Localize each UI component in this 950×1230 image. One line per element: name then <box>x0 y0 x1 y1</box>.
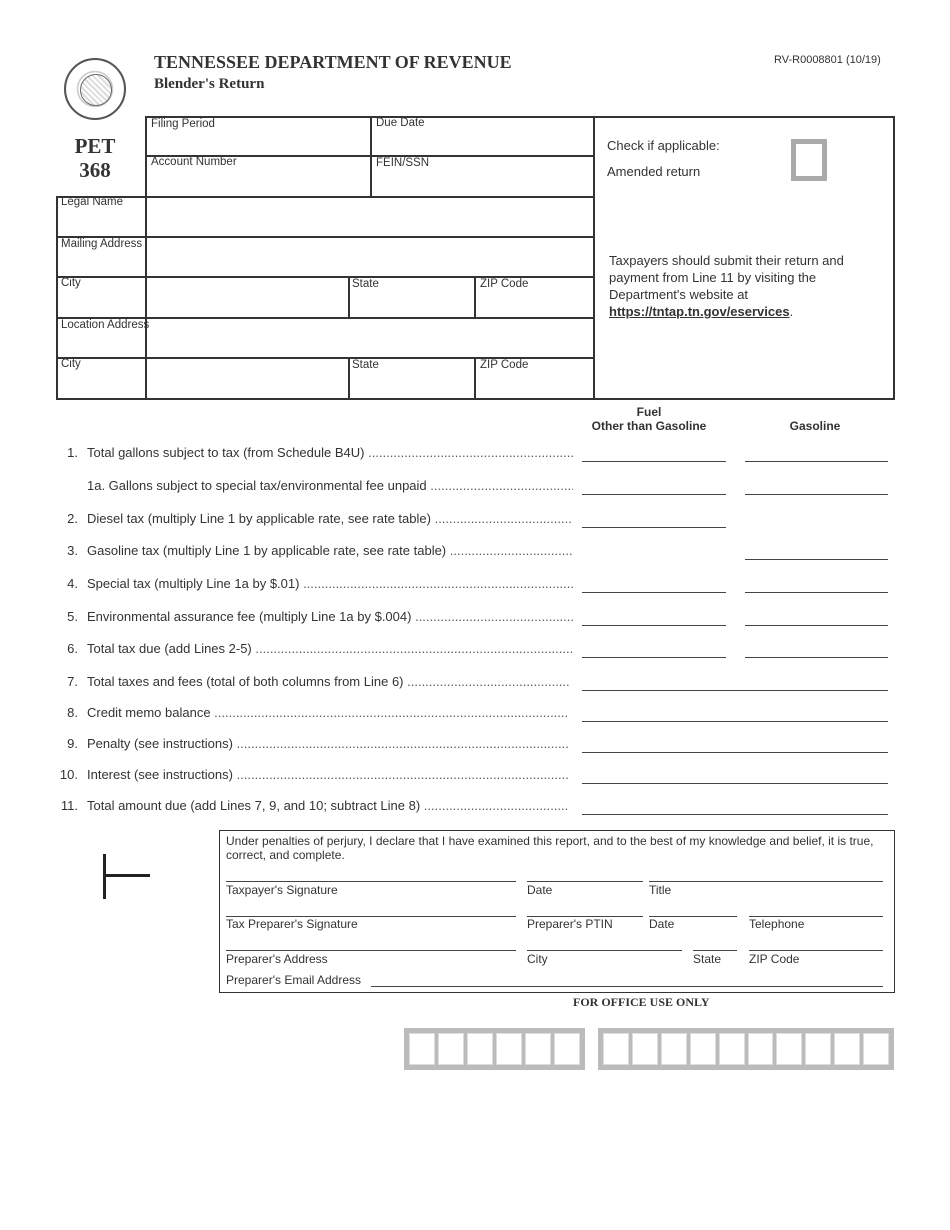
line-description: Special tax (multiply Line 1a by $.01) ..... <box>87 576 573 591</box>
gasoline-amount-field[interactable] <box>745 657 888 658</box>
line-number: 11. <box>60 798 78 813</box>
line-number: 4. <box>67 576 78 591</box>
fuel-amount-field[interactable] <box>582 657 726 658</box>
title-field[interactable]: Title <box>649 883 672 897</box>
department-title: TENNESSEE DEPARTMENT OF REVENUE <box>154 52 512 72</box>
preparer-city-field[interactable]: City <box>527 952 548 966</box>
line-description: Total amount due (add Lines 7, 9, and 10; subtract Line 8) ..... <box>87 798 569 813</box>
gasoline-column-header: Gasoline <box>789 419 841 433</box>
state-field[interactable]: State <box>352 278 379 290</box>
line-description: Credit memo balance ..... <box>87 705 569 720</box>
form-number: RV-R0008801 (10/19) <box>774 54 881 66</box>
taxpayer-date-field[interactable]: Date <box>527 883 553 897</box>
amended-return-checkbox[interactable] <box>791 139 827 181</box>
total-amount-field[interactable] <box>582 783 888 784</box>
office-use-cells-left <box>404 1028 585 1070</box>
location-state-field[interactable]: State <box>352 359 379 371</box>
preparer-state-field[interactable]: State <box>693 952 722 966</box>
preparer-date-field[interactable]: Date <box>649 917 675 931</box>
zip-code-field[interactable]: ZIP Code <box>480 278 529 290</box>
perjury-statement: Under penalties of perjury, I declare that I have examined this report, and to the best of my knowledge and belief, it is true, correct, and complete. <box>226 834 874 862</box>
registration-mark-bar <box>103 874 150 877</box>
preparer-address-field[interactable]: Preparer's Address <box>226 952 328 966</box>
account-number-field[interactable]: Account Number <box>151 156 237 168</box>
line-description: Total taxes and fees (total of both columns from Line 6) ..... <box>87 674 569 689</box>
total-amount-field[interactable] <box>582 690 888 691</box>
line-description: Penalty (see instructions) ..... <box>87 736 569 751</box>
due-date-field[interactable]: Due Date <box>376 117 425 129</box>
gasoline-amount-field[interactable] <box>745 559 888 560</box>
line-number: 5. <box>67 609 78 624</box>
line-description: Total gallons subject to tax (from Schedule B4U) ..... <box>87 445 573 460</box>
gasoline-amount-field[interactable] <box>745 592 888 593</box>
line-description: Total tax due (add Lines 2-5) ..... <box>87 641 573 656</box>
mailing-address-field[interactable]: Mailing Address <box>61 238 143 250</box>
preparer-zip-field[interactable]: ZIP Code <box>749 952 800 966</box>
filing-period-field[interactable]: Filing Period <box>151 118 215 130</box>
fuel-column-header <box>579 405 719 433</box>
fuel-amount-field[interactable] <box>582 461 726 462</box>
total-amount-field[interactable] <box>582 721 888 722</box>
line-description: Diesel tax (multiply Line 1 by applicable rate, see rate table) ..... <box>87 511 573 526</box>
fuel-amount-field[interactable] <box>582 592 726 593</box>
preparer-ptin-field[interactable]: Preparer's PTIN <box>527 917 613 931</box>
form-code-line2: 368 <box>79 158 111 182</box>
line-number: 8. <box>67 705 78 720</box>
telephone-field[interactable]: Telephone <box>749 917 805 931</box>
submission-note-end: . <box>789 304 794 319</box>
preparer-signature-field[interactable]: Tax Preparer's Signature <box>226 917 358 931</box>
line-number: 9. <box>67 736 78 751</box>
submission-note-text: Taxpayers should submit their return and payment from Line 11 by visiting the Department's website at <box>609 253 844 302</box>
fuel-amount-field[interactable] <box>582 494 726 495</box>
location-city-field[interactable]: City <box>61 358 81 370</box>
fuel-amount-field[interactable] <box>582 625 726 626</box>
office-use-label: FOR OFFICE USE ONLY <box>573 995 710 1009</box>
line-description: Gasoline tax (multiply Line 1 by applicable rate, see rate table) ..... <box>87 543 573 558</box>
eservices-link[interactable]: https://tntap.tn.gov/eservices <box>609 304 790 319</box>
line-description: Environmental assurance fee (multiply Line 1a by $.004) ..... <box>87 609 573 624</box>
fein-ssn-field[interactable]: FEIN/SSN <box>376 157 430 169</box>
fuel-header-line1: Fuel <box>636 405 662 419</box>
line-number: 2. <box>67 511 78 526</box>
amended-return-label: Amended return <box>607 164 701 179</box>
taxpayer-signature-field[interactable]: Taxpayer's Signature <box>226 883 338 897</box>
state-seal-icon <box>64 58 126 120</box>
gasoline-amount-field[interactable] <box>745 461 888 462</box>
check-if-applicable-label: Check if applicable: <box>607 138 720 153</box>
fuel-header-line2: Other than Gasoline <box>591 419 707 433</box>
form-code <box>60 134 130 182</box>
gasoline-amount-field[interactable] <box>745 625 888 626</box>
total-amount-field[interactable] <box>582 752 888 753</box>
form-code-line1: PET <box>74 134 116 158</box>
legal-name-field[interactable]: Legal Name <box>61 196 124 208</box>
location-address-field[interactable]: Location Address <box>61 319 150 331</box>
line-number: 1. <box>67 445 78 460</box>
total-amount-field[interactable] <box>582 814 888 815</box>
form-subtitle: Blender's Return <box>154 76 265 92</box>
gasoline-amount-field[interactable] <box>745 494 888 495</box>
line-description: Interest (see instructions) ..... <box>87 767 569 782</box>
office-use-cells-right <box>598 1028 894 1070</box>
line-description: 1a. Gallons subject to special tax/environmental fee unpaid ..... <box>87 478 573 493</box>
line-number: 10. <box>59 767 78 782</box>
line-number: 3. <box>67 543 78 558</box>
city-field[interactable]: City <box>61 277 81 289</box>
location-zip-code-field[interactable]: ZIP Code <box>480 359 529 371</box>
submission-note <box>609 252 884 320</box>
line-number: 7. <box>67 674 78 689</box>
preparer-email-field[interactable]: Preparer's Email Address <box>226 973 362 987</box>
fuel-amount-field[interactable] <box>582 527 726 528</box>
line-number: 6. <box>67 641 78 656</box>
